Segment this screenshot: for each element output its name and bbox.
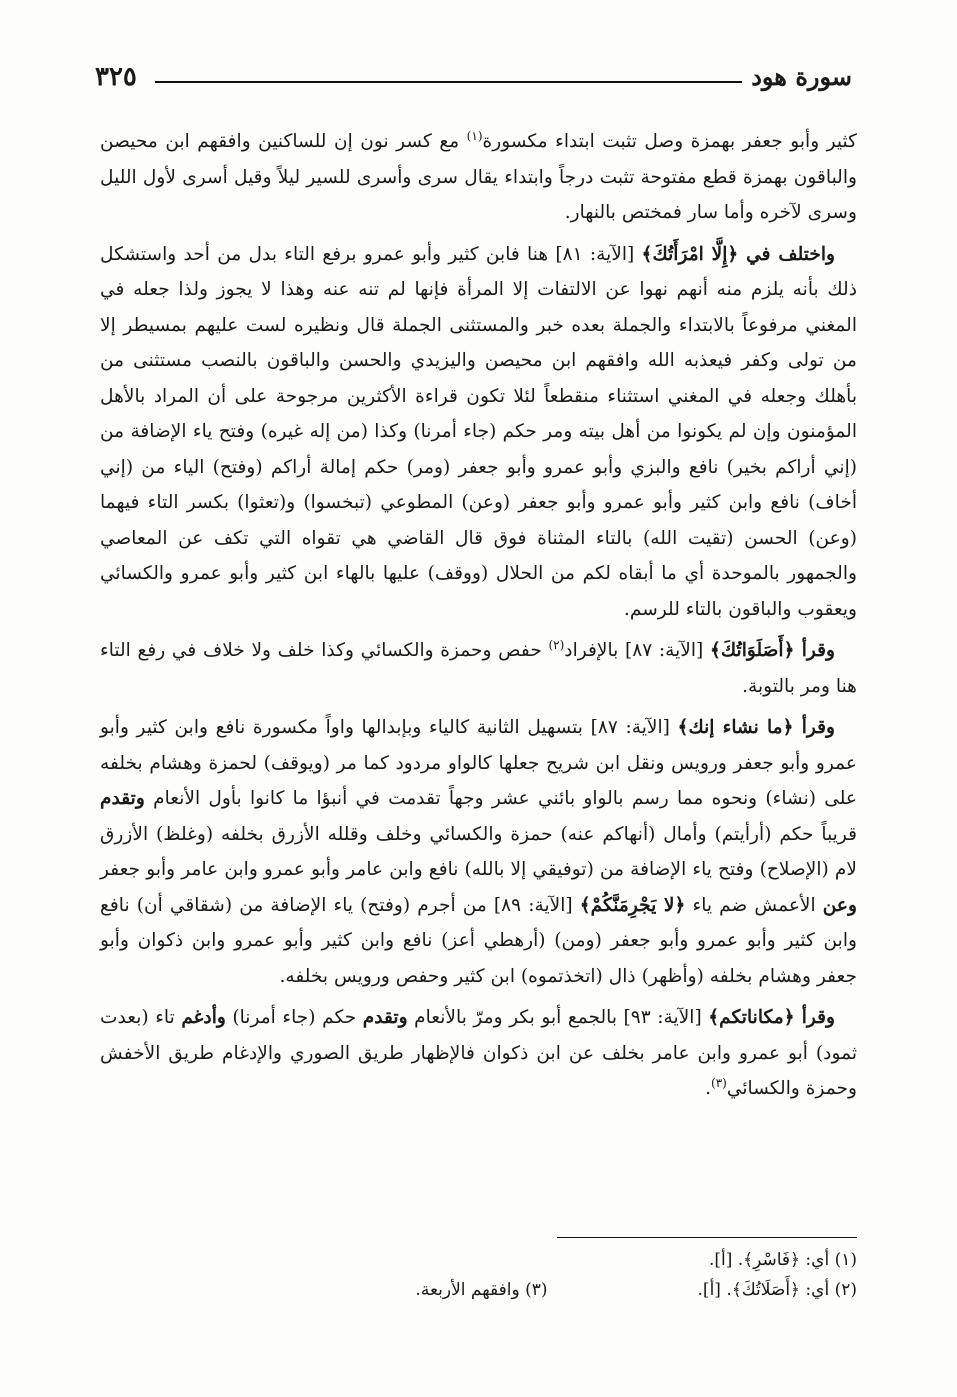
bold-phrase: وأدغم	[181, 1007, 226, 1028]
footnotes	[100, 1245, 857, 1305]
bold-phrase: وعن	[822, 894, 857, 916]
footnote-marker: (١)	[466, 128, 483, 143]
paragraph-5	[100, 1000, 857, 1107]
main-text	[100, 124, 857, 1113]
footnote-2: (٢) أي: ﴿أَصَلَاتُكَ﴾. [أ].	[697, 1280, 857, 1300]
text-segment: كثير وأبو جعفر بهمزة وصل تثبت ابتداء مكسورة	[482, 131, 857, 152]
footnote-marker: (٣)	[711, 1075, 727, 1090]
bold-phrase: واختلف في ﴿إِلَّا امْرَأَتُكَ﴾	[641, 243, 835, 265]
bold-phrase: وقرأ ﴿ما نشاء إنك﴾	[677, 717, 836, 738]
text-segment: [الآية: ٨٧] بتسهيل الثانية كالياء وبإبدالها واواً مكسورة نافع وابن كثير وأبو عمرو وأبو جعفر ورويس ونقل ابن شريح جعلها كالواو مردود كما مر (ويوقف) لحمزة وهشام بخلفه على (نشاء) ونحوه مما رسم بالواو بائني عشر وجهاً تقدمت في أنبؤا ما كانوا بأول الأنعام	[100, 717, 857, 809]
paragraph-3	[100, 633, 857, 704]
bold-phrase: وقرأ ﴿مكاناتكم﴾	[708, 1007, 835, 1028]
footnote-3: (٣) وافقهم الأربعة.	[415, 1280, 548, 1300]
text-segment: الأعمش ضم ياء	[685, 894, 823, 916]
bold-phrase: وتقدم	[362, 1007, 408, 1028]
text-segment: حفص وحمزة والكسائي وكذا خلف ولا خلاف في رفع التاء هنا ومر بالتوبة.	[100, 640, 857, 697]
text-segment: .	[705, 1078, 712, 1099]
paragraph-4	[100, 710, 857, 994]
text-segment: قريباً حكم (أرأيتم) وأمال (أنهاكم عنه) حمزة والكسائي وخلف وقلله الأزرق بخلفه (وغلظ) الأزرق لام (الإصلاح) وفتح ياء الإضافة من (توفيقي إلا بالله) نافع وابن عامر وأبو عمرو وابن عامر وأبو جعفر	[100, 823, 857, 880]
text-segment: مع كسر نون إن للساكنين وافقهم ابن محيصن والباقون بهمزة قطع مفتوحة تثبت درجاً وابتداء يقال سرى وأسرى للسير ليلاً وقيل أسرى لأول الليل وسرى لآخره وأما سار فمختص بالنهار.	[100, 131, 857, 223]
footnote-marker: (٢)	[548, 637, 565, 652]
surah-title: سورة هود	[751, 62, 852, 91]
footnote-separator	[557, 1237, 857, 1238]
page-header	[95, 62, 852, 102]
text-segment: تاء (بعدت ثمود) أبو عمرو وابن عامر بخلف عن ابن ذكوان فالإظهار طريق الصوري والإدغام طريق الأخفش وحمزة والكسائي	[100, 1007, 857, 1099]
text-segment: [الآية: ٨١] هنا فابن كثير وأبو عمرو برفع التاء بدل من أحد واستشكل ذلك بأنه يلزم منه أنهم نهوا عن الالتفات إلا المرأة فإنها لم تنه عنه وهذا لا يجوز ولذا جعله في المغني مرفوعاً بالابتداء والجملة بعده خبر والمستثنى الجملة قال ونظيره لست عليهم بمسيطر إلا من تولى وكفر فيعذبه الله وافقهم ابن محيصن واليزيدي والحسن والباقون بالنصب مستثنى من بأهلك وجعله في المغني استثناء منقطعاً لئلا تكون قراءة الأكثرين مرجوحة على أن المراد بالأهل المؤمنون وإن لم يكونوا من أهل بيته ومر حكم (جاء أمرنا) وكذا (من إله غيره) وفتح ياء الإضافة من (إني أراكم بخير) نافع والبزي وأبو عمرو وأبو جعفر (ومر) حكم إمالة أراكم (وفتح) الياء من (إني أخاف) نافع وابن كثير وأبو عمرو وأبو جعفر (وعن) المطوعي (تبخسوا) و(تعثوا) بكسر التاء فيهما (وعن) الحسن (تقيت الله) بالتاء المثناة فوق قال القاضي هي تقواه التي تكف عن المعاصي والجمهور بالموحدة أي ما أبقاه لكم من الحلال (ووقف) عليها بالهاء ابن كثير وأبو عمرو والكسائي ويعقوب والباقون بالتاء للرسم.	[100, 243, 857, 620]
text-segment: حكم (جاء أمرنا)	[225, 1007, 363, 1028]
text-segment: [الآية: ٩٣] بالجمع أبو بكر ومرّ بالأنعام	[407, 1007, 709, 1028]
header-rule	[155, 81, 742, 83]
paragraph-2	[100, 237, 857, 628]
text-segment: [الآية: ٨٧] بالإفراد	[564, 640, 710, 661]
paragraph-1	[100, 124, 857, 231]
bold-phrase: وقرأ ﴿أَصَلَوَاتُكَ﴾	[709, 640, 835, 661]
page-number: ٣٢٥	[95, 62, 137, 92]
footnote-1: (١) أي: ﴿فَاسْرِ﴾. [أ].	[708, 1250, 857, 1270]
text-segment: [الآية: ٨٩] من أجرم (وفتح) ياء الإضافة من (شقاقي أن) نافع وابن كثير وأبو عمرو وأبو جعفر (ومن) (أرهطي أعز) نافع وابن كثير وأبو عمرو وابن ذكوان وأبو جعفر وهشام بخلفه (وأظهر) ذال (اتخذتموه) ابن كثير وحفص ورويس بخلفه.	[100, 894, 857, 987]
bold-phrase: وتقدم	[100, 788, 145, 809]
bold-phrase: ﴿لا يَجْرِمَنَّكُمْ﴾	[579, 894, 686, 916]
